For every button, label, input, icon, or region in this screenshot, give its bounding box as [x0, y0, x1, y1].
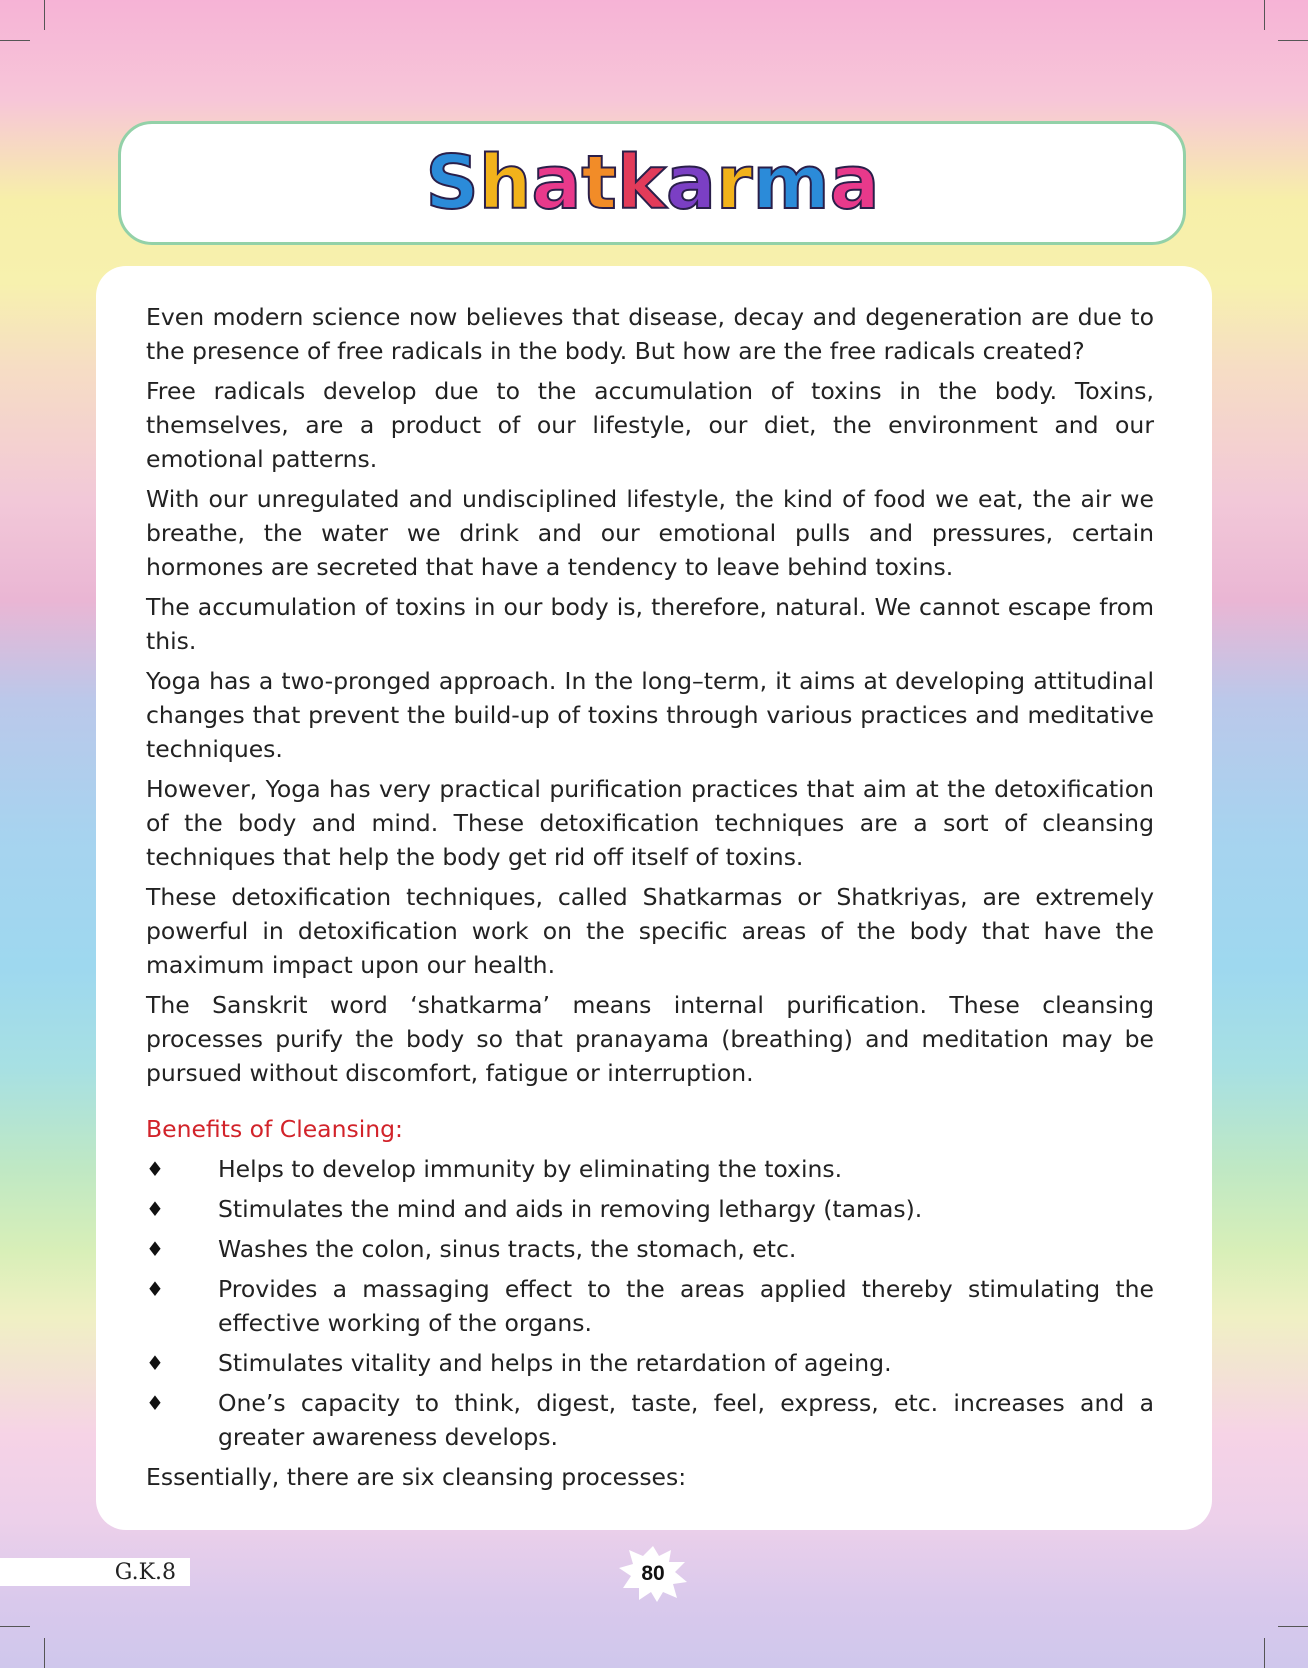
diamond-bullet-icon: ♦: [146, 1391, 164, 1415]
title-letter: a: [829, 140, 879, 226]
title-letter: h: [478, 140, 531, 226]
title-letter: S: [425, 140, 478, 226]
crop-mark: [44, 0, 45, 30]
crop-mark: [1264, 0, 1265, 30]
diamond-bullet-icon: ♦: [146, 1277, 164, 1301]
title-banner: [118, 121, 1186, 245]
paragraph: However, Yoga has very practical purification practices that aim at the detoxification of the body and mind. These detoxification techniques are a sort of cleansing techniques that help the body get rid off itself of toxins.: [146, 775, 1154, 871]
list-item: [146, 1192, 1154, 1226]
title-letter: k: [616, 140, 666, 226]
paragraph: The accumulation of toxins in our body is, therefore, natural. We cannot escape from this.: [146, 593, 1154, 655]
list-item: [146, 1152, 1154, 1186]
title-letter: a: [531, 140, 581, 226]
title-letter: t: [581, 140, 616, 226]
diamond-bullet-icon: ♦: [146, 1157, 164, 1181]
list-item-text: Stimulates vitality and helps in the retardation of ageing.: [218, 1349, 892, 1377]
crop-mark: [0, 1626, 30, 1627]
title-letter: m: [752, 140, 829, 226]
paragraph: Free radicals develop due to the accumulation of toxins in the body. Toxins, themselves, are a product of our lifestyle, our diet, the environment and our emotional patterns.: [146, 377, 1154, 473]
list-item: [146, 1346, 1154, 1380]
list-item-text: Helps to develop immunity by eliminating the toxins.: [218, 1155, 843, 1183]
list-item: [146, 1386, 1154, 1454]
list-item: [146, 1272, 1154, 1340]
article-body: [146, 300, 1154, 1500]
crop-mark: [1278, 1626, 1308, 1627]
list-item: [146, 1232, 1154, 1266]
list-item-text: Washes the colon, sinus tracts, the stomach, etc.: [218, 1235, 797, 1263]
title-letter: r: [715, 140, 752, 226]
list-item-text: Provides a massaging effect to the areas applied thereby stimulating the effective working of the organs.: [218, 1275, 1154, 1337]
paragraph: Yoga has a two-pronged approach. In the long–term, it aims at developing attitudinal changes that prevent the build-up of toxins through various practices and meditative techniques.: [146, 667, 1154, 763]
diamond-bullet-icon: ♦: [146, 1351, 164, 1375]
closing-line: Essentially, there are six cleansing processes:: [146, 1463, 687, 1491]
paragraph: These detoxification techniques, called Shatkarmas or Shatkriyas, are extremely powerful in detoxification work on the specific areas of the body that have the maximum impact upon our health.: [146, 883, 1154, 979]
diamond-bullet-icon: ♦: [146, 1197, 164, 1221]
crop-mark: [0, 40, 30, 41]
page-number: 80: [641, 1562, 665, 1585]
paragraph: The Sanskrit word ‘shatkarma’ means internal purification. These cleansing processes purify the body so that pranayama (breathing) and meditation may be pursued without discomfort, fatigue or interruption.: [146, 991, 1154, 1087]
crop-mark: [1264, 1638, 1265, 1668]
benefits-heading: Benefits of Cleansing:: [146, 1115, 403, 1143]
crop-mark: [1278, 40, 1308, 41]
crop-mark: [44, 1638, 45, 1668]
list-item-text: Stimulates the mind and aids in removing lethargy (tamas).: [218, 1195, 923, 1223]
paragraph: With our unregulated and undisciplined lifestyle, the kind of food we eat, the air we breathe, the water we drink and our emotional pulls and pressures, certain hormones are secreted that have a tendency to leave behind toxins.: [146, 485, 1154, 581]
paragraph: Even modern science now believes that disease, decay and degeneration are due to the presence of free radicals in the body. But how are the free radicals created?: [146, 303, 1154, 365]
benefits-list: [146, 1152, 1154, 1454]
page-title: [425, 140, 879, 226]
diamond-bullet-icon: ♦: [146, 1237, 164, 1261]
book-code: G.K.8: [0, 1558, 190, 1586]
title-letter: a: [666, 140, 715, 226]
list-item-text: One’s capacity to think, digest, taste, feel, express, etc. increases and a greater awareness develops.: [218, 1389, 1154, 1451]
